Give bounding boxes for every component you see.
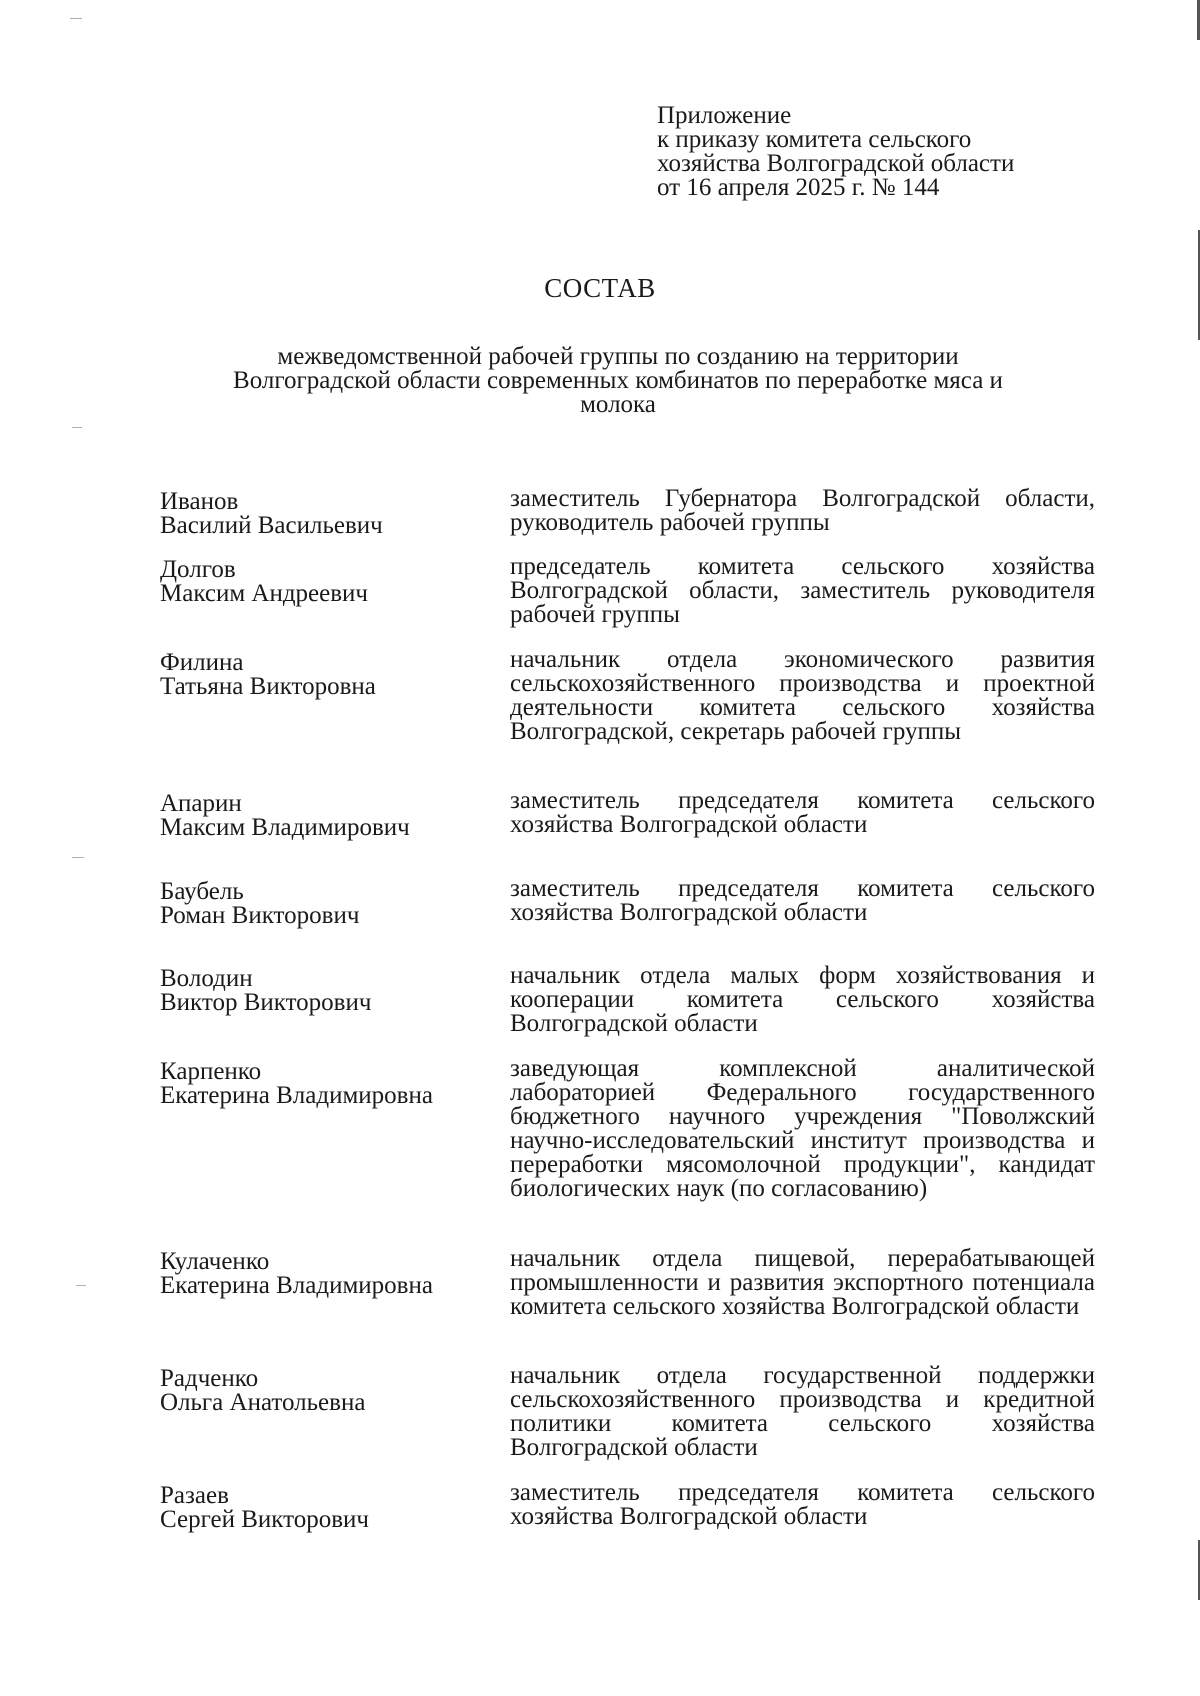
subtitle-line: молока xyxy=(580,391,656,418)
member-surname: Радченко xyxy=(160,1365,259,1392)
member-role: заведующая комплексной аналитической лабораторией Федерального государственного бюджетного научного учреждения "Поволжский научно-исследовательский институт производства и переработки мясомолочной продукции", кандидат биологических наук (по согласованию) xyxy=(510,1055,1095,1202)
member-role: заместитель председателя комитета сельского хозяйства Волгоградской области xyxy=(510,787,1095,838)
member-role: начальник отдела экономического развития сельскохозяйственного производства и проектной деятельности комитета сельского хозяйства Волгоградской, секретарь рабочей группы xyxy=(510,646,1095,745)
member-name xyxy=(160,1484,490,1532)
scan-mark xyxy=(70,18,82,19)
scan-mark xyxy=(72,857,84,858)
member-role: начальник отдела пищевой, перерабатывающей промышленности и развития экспортного потенциала комитета сельского хозяйства Волгоградской области xyxy=(510,1245,1095,1320)
scan-mark xyxy=(72,427,82,428)
member-given-name: Роман Викторович xyxy=(160,902,360,929)
member-surname: Баубель xyxy=(160,878,244,905)
member-name xyxy=(160,1060,490,1108)
member-name xyxy=(160,490,490,538)
member-given-name: Сергей Викторович xyxy=(160,1506,369,1533)
member-given-name: Максим Владимирович xyxy=(160,814,410,841)
member-name xyxy=(160,880,490,928)
appendix-line: Приложение xyxy=(657,102,792,129)
member-surname: Апарин xyxy=(160,790,242,817)
member-surname: Иванов xyxy=(160,488,239,515)
member-surname: Кулаченко xyxy=(160,1248,270,1275)
member-given-name: Ольга Анатольевна xyxy=(160,1389,366,1416)
member-given-name: Максим Андреевич xyxy=(160,580,368,607)
member-role: начальник отдела малых форм хозяйствования и кооперации комитета сельского хозяйства Волгоградской области xyxy=(510,962,1095,1037)
member-given-name: Екатерина Владимировна xyxy=(160,1082,433,1109)
scan-mark xyxy=(76,1285,86,1286)
member-name xyxy=(160,1250,490,1298)
member-role: начальник отдела государственной поддержки сельскохозяйственного производства и кредитной политики комитета сельского хозяйства Волгоградской области xyxy=(510,1362,1095,1461)
member-name xyxy=(160,1367,490,1415)
member-surname: Разаев xyxy=(160,1482,229,1509)
member-name xyxy=(160,558,490,606)
member-name xyxy=(160,792,490,840)
member-given-name: Василий Васильевич xyxy=(160,512,383,539)
member-given-name: Татьяна Викторовна xyxy=(160,673,376,700)
member-given-name: Екатерина Владимировна xyxy=(160,1272,433,1299)
member-role: заместитель председателя комитета сельского хозяйства Волгоградской области xyxy=(510,875,1095,926)
member-surname: Долгов xyxy=(160,556,236,583)
member-surname: Володин xyxy=(160,965,253,992)
member-name xyxy=(160,651,490,699)
subtitle-line: Волгоградской области современных комбинатов по переработке мяса и xyxy=(233,367,1003,394)
appendix-line: к приказу комитета сельского xyxy=(657,126,972,153)
appendix-line: хозяйства Волгоградской области xyxy=(657,150,1015,177)
member-given-name: Виктор Викторович xyxy=(160,989,372,1016)
document-title: СОСТАВ xyxy=(544,273,656,303)
member-name xyxy=(160,967,490,1015)
member-role: заместитель Губернатора Волгоградской области, руководитель рабочей группы xyxy=(510,485,1095,536)
appendix-line: от 16 апреля 2025 г. № 144 xyxy=(657,174,940,201)
subtitle-line: межведомственной рабочей группы по созданию на территории xyxy=(277,343,959,370)
member-role: заместитель председателя комитета сельского хозяйства Волгоградской области xyxy=(510,1479,1095,1530)
member-surname: Карпенко xyxy=(160,1058,262,1085)
member-surname: Филина xyxy=(160,649,244,676)
member-role: председатель комитета сельского хозяйства Волгоградской области, заместитель руководителя рабочей группы xyxy=(510,553,1095,628)
